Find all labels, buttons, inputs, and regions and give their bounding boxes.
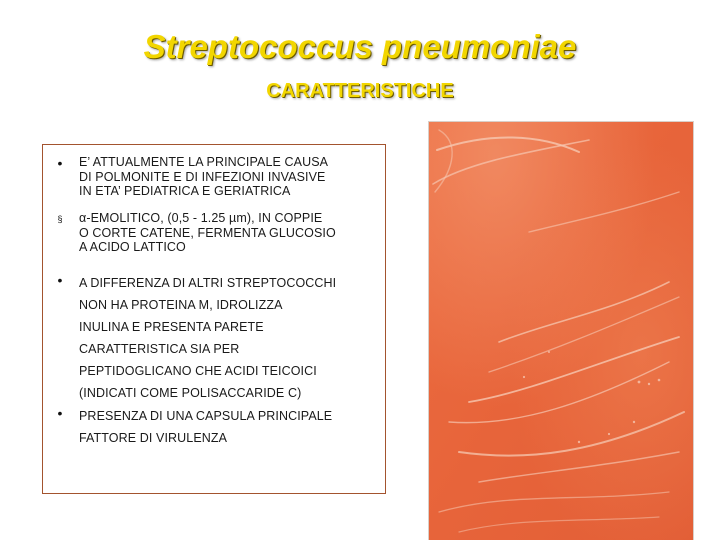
- slide-subtitle: CARATTERISTICHE: [266, 80, 454, 102]
- bullet-marker: §: [57, 214, 63, 224]
- characteristics-text-box: [42, 144, 386, 494]
- bullet-text: E’ ATTUALMENTE LA PRINCIPALE CAUSA DI POLMONITE E DI INFEZIONI INVASIVE IN ETA’ PEDIATRICA E GERIATRICA: [79, 155, 329, 198]
- blood-agar-image: [429, 122, 694, 540]
- bullet-text: A DIFFERENZA DI ALTRI STREPTOCOCCHI NON HA PROTEINA M, IDROLIZZA INULINA E PRESENTA PARETE CARATTERISTICA SIA PER PEPTIDOGLICANO CHE ACIDI TEICOICI (INDICATI COME POLISACCARIDE C): [79, 276, 337, 400]
- bullet-text: PRESENZA DI UNA CAPSULA PRINCIPALE FATTORE DI VIRULENZA: [79, 409, 333, 445]
- slide-title: Streptococcus pneumoniae: [143, 28, 577, 65]
- bullet-marker: •: [57, 272, 63, 288]
- bullet-marker: •: [57, 405, 63, 421]
- bullet-text: α-EMOLITICO, (0,5 - 1.25 µm), IN COPPIE O CORTE CATENE, FERMENTA GLUCOSIO A ACIDO LATTICO: [79, 211, 336, 254]
- bullet-marker: •: [57, 155, 63, 171]
- agar-culture-photo: [428, 121, 694, 540]
